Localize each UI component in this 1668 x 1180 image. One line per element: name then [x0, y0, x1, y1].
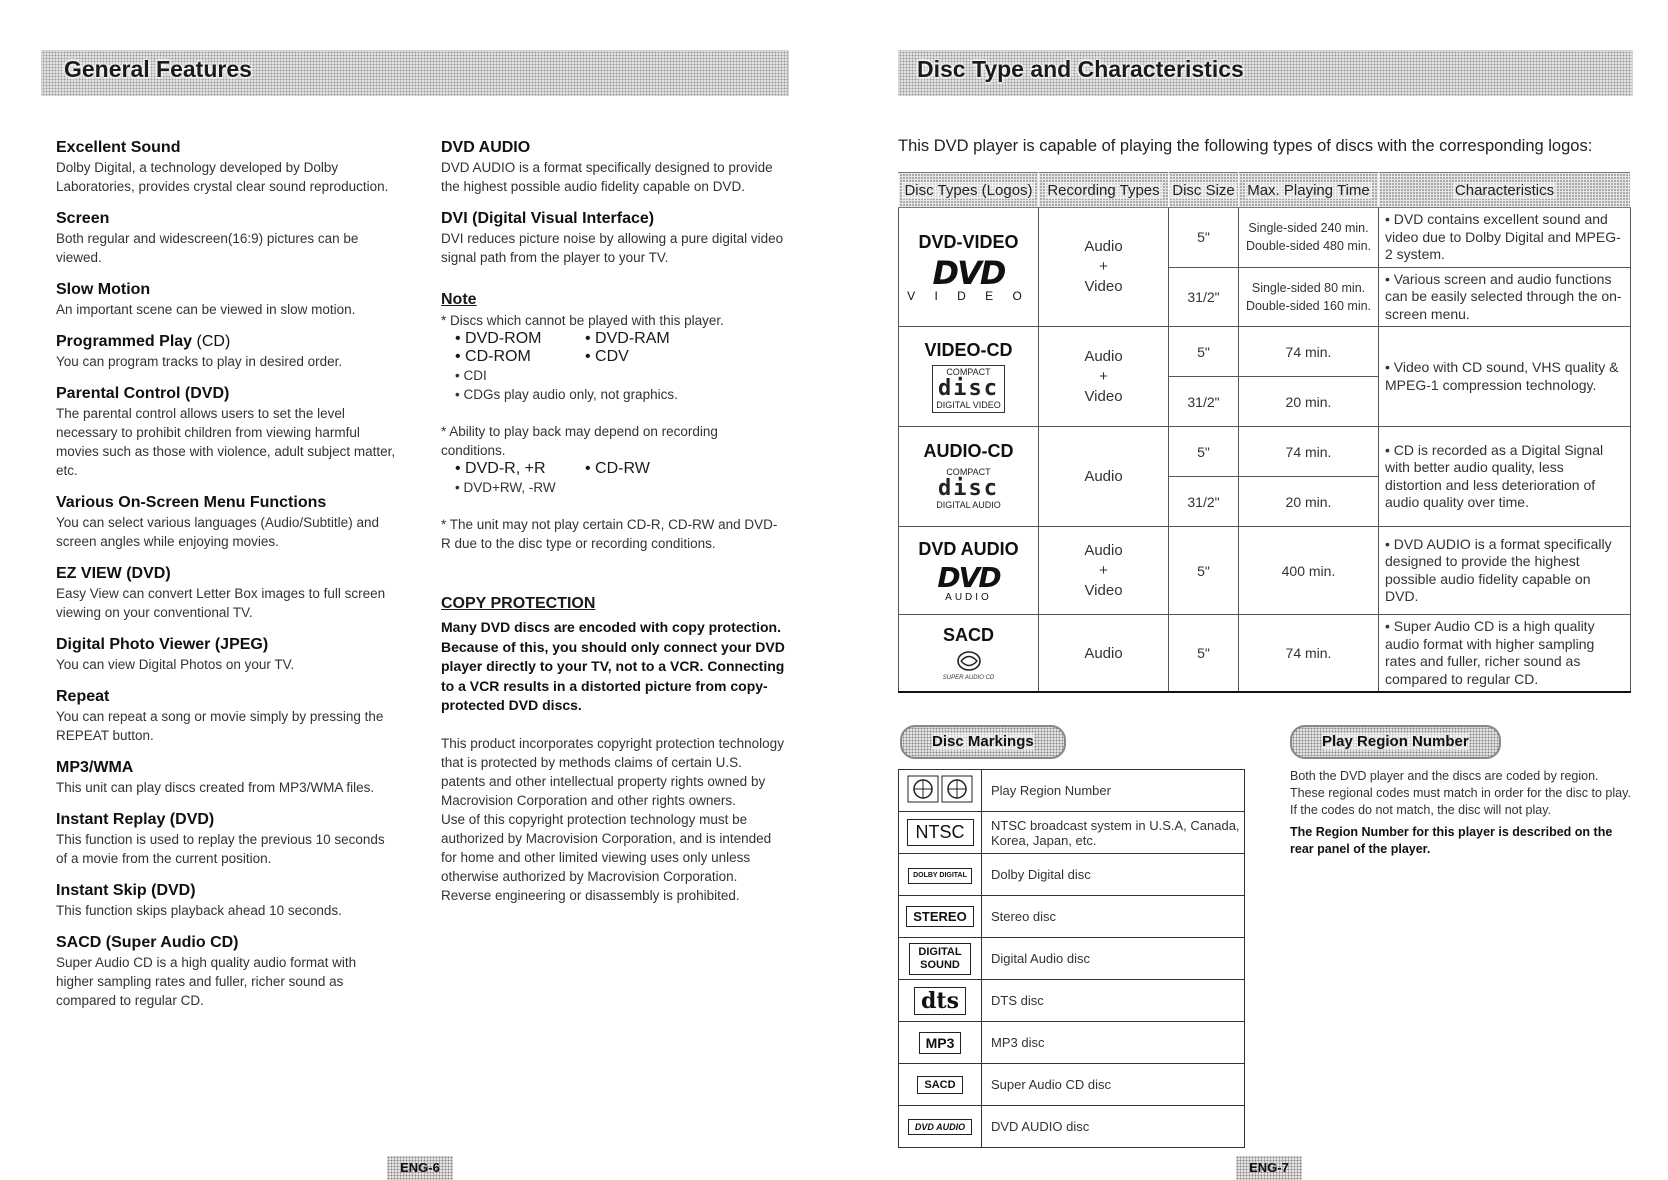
- disc-intro: This DVD player is capable of playing the following types of discs with the corresponding logos:: [898, 137, 1593, 155]
- feature-sacd: SACD (Super Audio CD) Super Audio CD is a high quality audio format with higher sampling rates and fuller, richer sound as compared to regular CD.: [56, 934, 357, 1008]
- general-features-title: General Features: [64, 56, 252, 82]
- ntsc-icon: NTSC: [907, 819, 974, 846]
- mark-row-digital-sound: DIGITAL SOUND Digital Audio disc: [899, 938, 1245, 980]
- header-disc-types: Disc Types (Logos): [899, 173, 1039, 208]
- row-dvd-audio: DVD AUDIO DVD AUDIO Audio + Video 5" 400 min. • DVD AUDIO is a format specifically designed to provide the highest possible audio fidelity capable on DVD.: [899, 527, 1631, 615]
- feature-dvd-audio: DVD AUDIO DVD AUDIO is a format specifically designed to provide the highest possible audio fidelity capable on DVD.: [441, 139, 773, 194]
- feature-ez-view: EZ VIEW (DVD) Easy View can convert Letter Box images to full screen viewing on your conventional TV.: [56, 565, 386, 620]
- compact-disc-video-logo: COMPACT disc DIGITAL VIDEO: [932, 365, 1005, 413]
- disc-markings-table: [898, 769, 1245, 1148]
- disc-markings-heading: Disc Markings: [900, 725, 1066, 759]
- mark-row-region: Play Region Number: [899, 770, 1245, 812]
- header-max-playing-time: Max. Playing Time: [1239, 173, 1379, 208]
- mark-row-stereo: STEREO Stereo disc: [899, 896, 1245, 938]
- feature-slow-motion: Slow Motion An important scene can be viewed in slow motion.: [56, 281, 356, 317]
- copy-protection-title: COPY PROTECTION: [441, 595, 596, 612]
- disc-type-banner: [898, 50, 1633, 96]
- sacd-mark-icon: SACD: [917, 1076, 962, 1094]
- note-title: Note: [441, 291, 477, 308]
- page-number-right: ENG-7: [1236, 1156, 1302, 1180]
- dvd-video-logo-cell: DVD-VIDEO DVD V I D E O: [899, 208, 1039, 327]
- mark-row-ntsc: NTSC NTSC broadcast system in U.S.A, Canada, Korea, Japan, etc.: [899, 812, 1245, 854]
- feature-mp3-wma: MP3/WMA This unit can play discs created from MP3/WMA files.: [56, 759, 375, 795]
- dvd-audio-logo: DVD: [937, 560, 1000, 594]
- header-characteristics: Characteristics: [1379, 173, 1631, 208]
- feature-parental-control: Parental Control (DVD) The parental control allows users to set the level necessary to prohibit children from viewing harmful movies such as those with violence, adult subject matter, etc.: [56, 385, 396, 478]
- feature-instant-skip: Instant Skip (DVD) This function skips playback ahead 10 seconds.: [56, 882, 342, 918]
- dvd-audio-logo-cell: DVD AUDIO DVD AUDIO: [899, 527, 1039, 615]
- row-video-cd-small: 31/2" 20 min.: [899, 377, 1631, 427]
- row-dvd-video: DVD-VIDEO DVD V I D E O Audio + Video 5" Single-sided 240 min. Double-sided 480 min. • DVD contains excellent sound and video due to Dolby Digital and MPEG-2 system.: [899, 208, 1631, 268]
- feature-screen: Screen Both regular and widescreen(16:9) pictures can be viewed.: [56, 210, 359, 265]
- dolby-digital-icon: DOLBY DIGITAL: [908, 868, 972, 884]
- mark-row-sacd: SACD Super Audio CD disc: [899, 1064, 1245, 1106]
- page-number-left: ENG-6: [387, 1156, 453, 1180]
- dts-icon: dts: [914, 987, 966, 1015]
- play-region-bold: The Region Number for this player is described on the rear panel of the player.: [1290, 825, 1613, 856]
- sacd-logo-icon: [956, 650, 982, 672]
- disc-types-table: [898, 172, 1631, 693]
- feature-programmed-play: Programmed Play (CD) You can program tracks to play in desired order.: [56, 333, 343, 369]
- audio-cd-logo-cell: AUDIO-CD COMPACT disc DIGITAL AUDIO: [899, 427, 1039, 527]
- note-item1-list: • DVD-ROM • DVD-RAM • CD-ROM • CDV • CDI • CDGs play audio only, not graphics.: [455, 330, 678, 402]
- feature-dvi: DVI (Digital Visual Interface) DVI reduces picture noise by allowing a pure digital video signal path from the player to your TV.: [441, 210, 784, 265]
- row-dvd-video-small: 31/2" Single-sided 80 min. Double-sided 160 min. • Various screen and audio functions can be easily selected through the on-screen menu.: [899, 267, 1631, 327]
- feature-instant-replay: Instant Replay (DVD) This function is used to replay the previous 10 seconds of a movie from the current position.: [56, 811, 385, 866]
- play-region-section: [1290, 768, 1635, 858]
- mark-row-dolby: DOLBY DIGITAL Dolby Digital disc: [899, 854, 1245, 896]
- header-recording-types: Recording Types: [1039, 173, 1169, 208]
- mark-row-dts: dts DTS disc: [899, 980, 1245, 1022]
- digital-sound-icon: DIGITAL SOUND: [909, 943, 971, 975]
- sacd-logo-cell: SACD SUPER AUDIO CD: [899, 615, 1039, 693]
- compact-disc-audio-logo: COMPACT disc DIGITAL AUDIO: [936, 467, 1001, 510]
- feature-photo-viewer: Digital Photo Viewer (JPEG) You can view Digital Photos on your TV.: [56, 636, 295, 672]
- video-cd-logo-cell: VIDEO-CD COMPACT disc DIGITAL VIDEO: [899, 327, 1039, 427]
- row-audio-cd-small: 31/2" 20 min.: [899, 477, 1631, 527]
- mark-row-dvd-audio: DVD AUDIO DVD AUDIO disc: [899, 1106, 1245, 1148]
- feature-repeat: Repeat You can repeat a song or movie simply by pressing the REPEAT button.: [56, 688, 384, 743]
- features-column-2: [441, 138, 786, 905]
- disc-table-header: [899, 173, 1631, 208]
- play-region-heading: Play Region Number: [1290, 725, 1501, 759]
- note-item2-list: • DVD-R, +R • CD-RW • DVD+RW, -RW: [455, 460, 650, 495]
- play-region-body: Both the DVD player and the discs are coded by region. These regional codes must match in order for the disc to play. If the codes do not match, the disc will not play.: [1290, 769, 1631, 817]
- mark-row-mp3: MP3 MP3 disc: [899, 1022, 1245, 1064]
- note-section: Note * Discs which cannot be played with this player. • DVD-ROM • DVD-RAM • CD-ROM • CDV • CDI • CDGs play audio only, not graphics. * Ability to play back may depend on recording conditions. • DVD-R, +R • CD-RW • DVD+RW, -RW * The unit may not play certain CD-R, CD-RW and DVD-R due to the disc type or recording conditions.: [441, 289, 786, 553]
- feature-on-screen-menu: Various On-Screen Menu Functions You can select various languages (Audio/Subtitle) and screen angles while enjoying movies.: [56, 494, 379, 549]
- row-video-cd: VIDEO-CD COMPACT disc DIGITAL VIDEO Audio + Video 5" 74 min. • Video with CD sound, VHS quality & MPEG-1 compression technology.: [899, 327, 1631, 377]
- header-disc-size: Disc Size: [1169, 173, 1239, 208]
- stereo-icon: STEREO: [906, 906, 973, 927]
- mp3-icon: MP3: [919, 1032, 962, 1054]
- copy-protection-section: COPY PROTECTION Many DVD discs are encoded with copy protection. Because of this, you should only connect your DVD player directly to your TV, not to a VCR. Connecting to a VCR results in a distorted picture from copy-protected DVD discs. This product incorporates copyright protection technology that is protected by methods claims of certain U.S. patents and other intellectual property rights owned by Macrovision Corporation and other rights owners. Use of this copyright protection technology must be authorized by Macrovision Corporation, and is intended for home and other limited viewing uses only unless otherwise authorized by Macrovision Corporation. Reverse engineering or disassembly is prohibited.: [441, 595, 785, 903]
- dvd-video-logo: DVD: [932, 253, 1005, 292]
- features-column-1: [56, 138, 396, 1023]
- row-audio-cd: AUDIO-CD COMPACT disc DIGITAL AUDIO Audio 5" 74 min. • CD is recorded as a Digital Signal with better audio quality, less distortion and less deterioration of audio quality over time.: [899, 427, 1631, 477]
- row-sacd: SACD SUPER AUDIO CD Audio 5" 74 min. • Super Audio CD is a high quality audio format with higher sampling rates and fuller, richer sound as compared to regular CD.: [899, 615, 1631, 693]
- disc-type-title: Disc Type and Characteristics: [917, 56, 1244, 82]
- general-features-banner: [41, 50, 789, 96]
- region-globe-icon: [907, 775, 973, 803]
- feature-excellent-sound: Excellent Sound Dolby Digital, a technology developed by Dolby Laboratories, provides crystal clear sound reproduction.: [56, 139, 389, 194]
- dvd-audio-mark-icon: DVD AUDIO: [908, 1119, 972, 1135]
